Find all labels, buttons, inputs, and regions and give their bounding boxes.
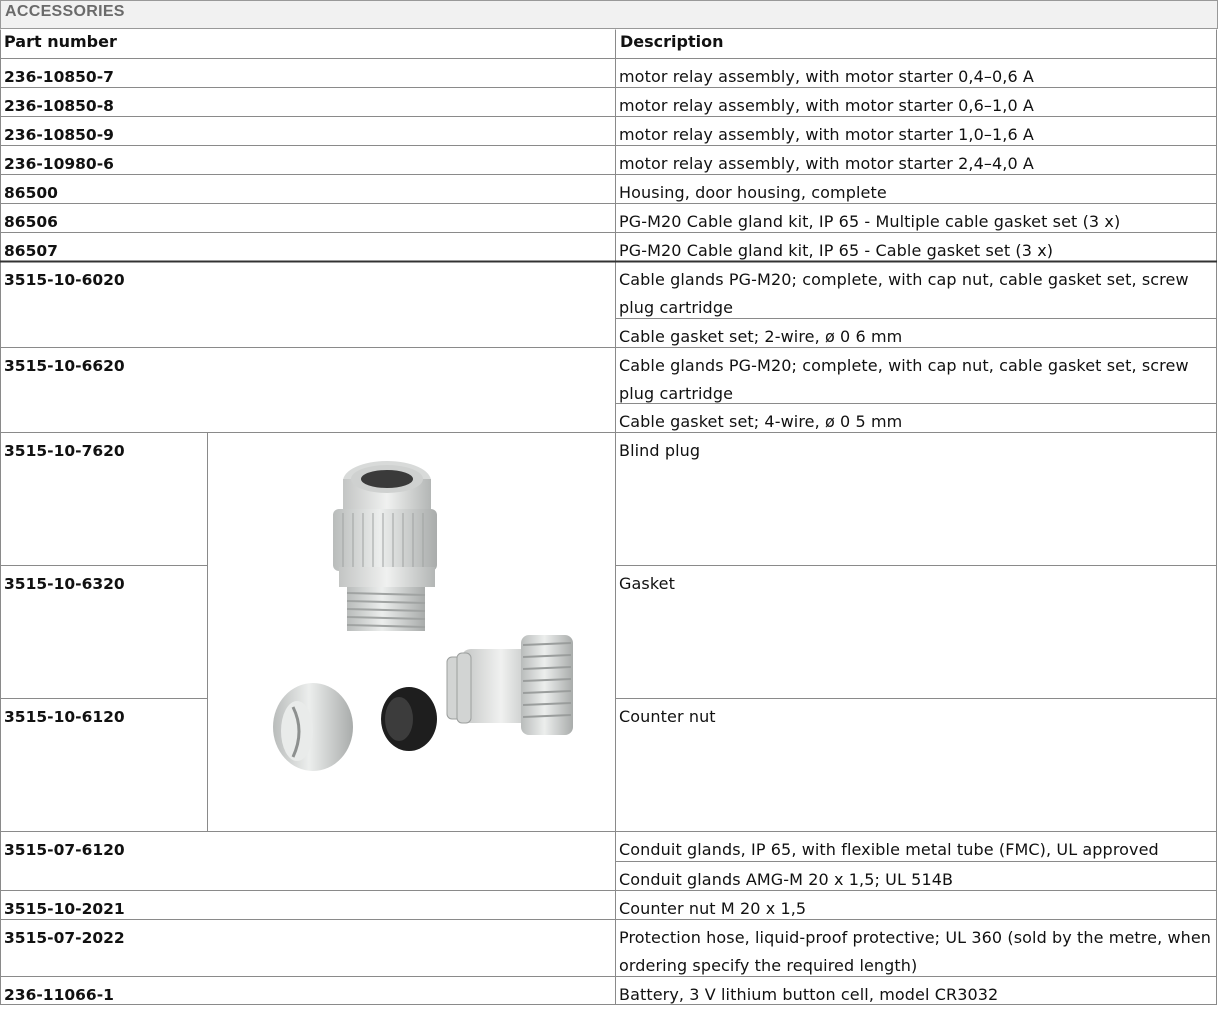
description-cell: PG-M20 Cable gland kit, IP 65 - Multiple cable gasket set (3 x) <box>619 212 1121 231</box>
part-number-cell: 236-10850-8 <box>4 97 114 115</box>
part-number-cell: 3515-10-6020 <box>4 271 125 289</box>
description-cell: Housing, door housing, complete <box>619 183 887 202</box>
description-cell: motor relay assembly, with motor starter 0,4–0,6 A <box>619 67 1034 86</box>
part-number-cell: 86500 <box>4 184 58 202</box>
description-cell: Counter nut M 20 x 1,5 <box>619 899 807 918</box>
description-cell: Conduit glands, IP 65, with flexible metal tube (FMC), UL approved <box>619 840 1159 859</box>
description-cell: Cable glands PG-M20; complete, with cap nut, cable gasket set, screw plug cartridge <box>619 356 1189 403</box>
part-number-cell: 3515-10-6120 <box>4 708 125 726</box>
section-title: ACCESSORIES <box>0 0 1218 29</box>
part-number-cell: 236-11066-1 <box>4 986 114 1004</box>
description-cell: Protection hose, liquid-proof protective; UL 360 (sold by the metre, when ordering specify the required length) <box>619 928 1212 975</box>
description-cell: Cable gasket set; 2-wire, ø 0 6 mm <box>619 327 903 346</box>
description-cell: motor relay assembly, with motor starter 2,4–4,0 A <box>619 154 1034 173</box>
column-header-description: Description <box>620 32 724 51</box>
description-cell: motor relay assembly, with motor starter 1,0–1,6 A <box>619 125 1034 144</box>
part-number-cell: 3515-10-6620 <box>4 357 125 375</box>
part-number-cell: 3515-10-6320 <box>4 575 125 593</box>
part-number-cell: 3515-10-7620 <box>4 442 125 460</box>
part-number-cell: 236-10980-6 <box>4 155 114 173</box>
description-cell: PG-M20 Cable gland kit, IP 65 - Cable gasket set (3 x) <box>619 241 1054 260</box>
part-number-cell: 3515-10-2021 <box>4 900 125 918</box>
description-cell: motor relay assembly, with motor starter 0,6–1,0 A <box>619 96 1034 115</box>
part-number-cell: 236-10850-7 <box>4 68 114 86</box>
column-header-part-number: Part number <box>4 32 117 51</box>
part-number-cell: 3515-07-2022 <box>4 929 125 947</box>
cable-gland-image <box>221 439 596 816</box>
description-cell: Conduit glands AMG-M 20 x 1,5; UL 514B <box>619 870 954 889</box>
description-cell: Counter nut <box>619 707 716 726</box>
part-number-cell: 236-10850-9 <box>4 126 114 144</box>
part-number-cell: 86506 <box>4 213 58 231</box>
cable-gland-photo-icon <box>221 439 596 816</box>
description-cell: Blind plug <box>619 441 701 460</box>
part-number-cell: 3515-07-6120 <box>4 841 125 859</box>
description-cell: Cable gasket set; 4-wire, ø 0 5 mm <box>619 412 903 431</box>
description-cell: Battery, 3 V lithium button cell, model CR3032 <box>619 985 999 1004</box>
part-number-cell: 86507 <box>4 242 58 260</box>
description-cell: Cable glands PG-M20; complete, with cap nut, cable gasket set, screw plug cartridge <box>619 270 1189 317</box>
description-cell: Gasket <box>619 574 675 593</box>
